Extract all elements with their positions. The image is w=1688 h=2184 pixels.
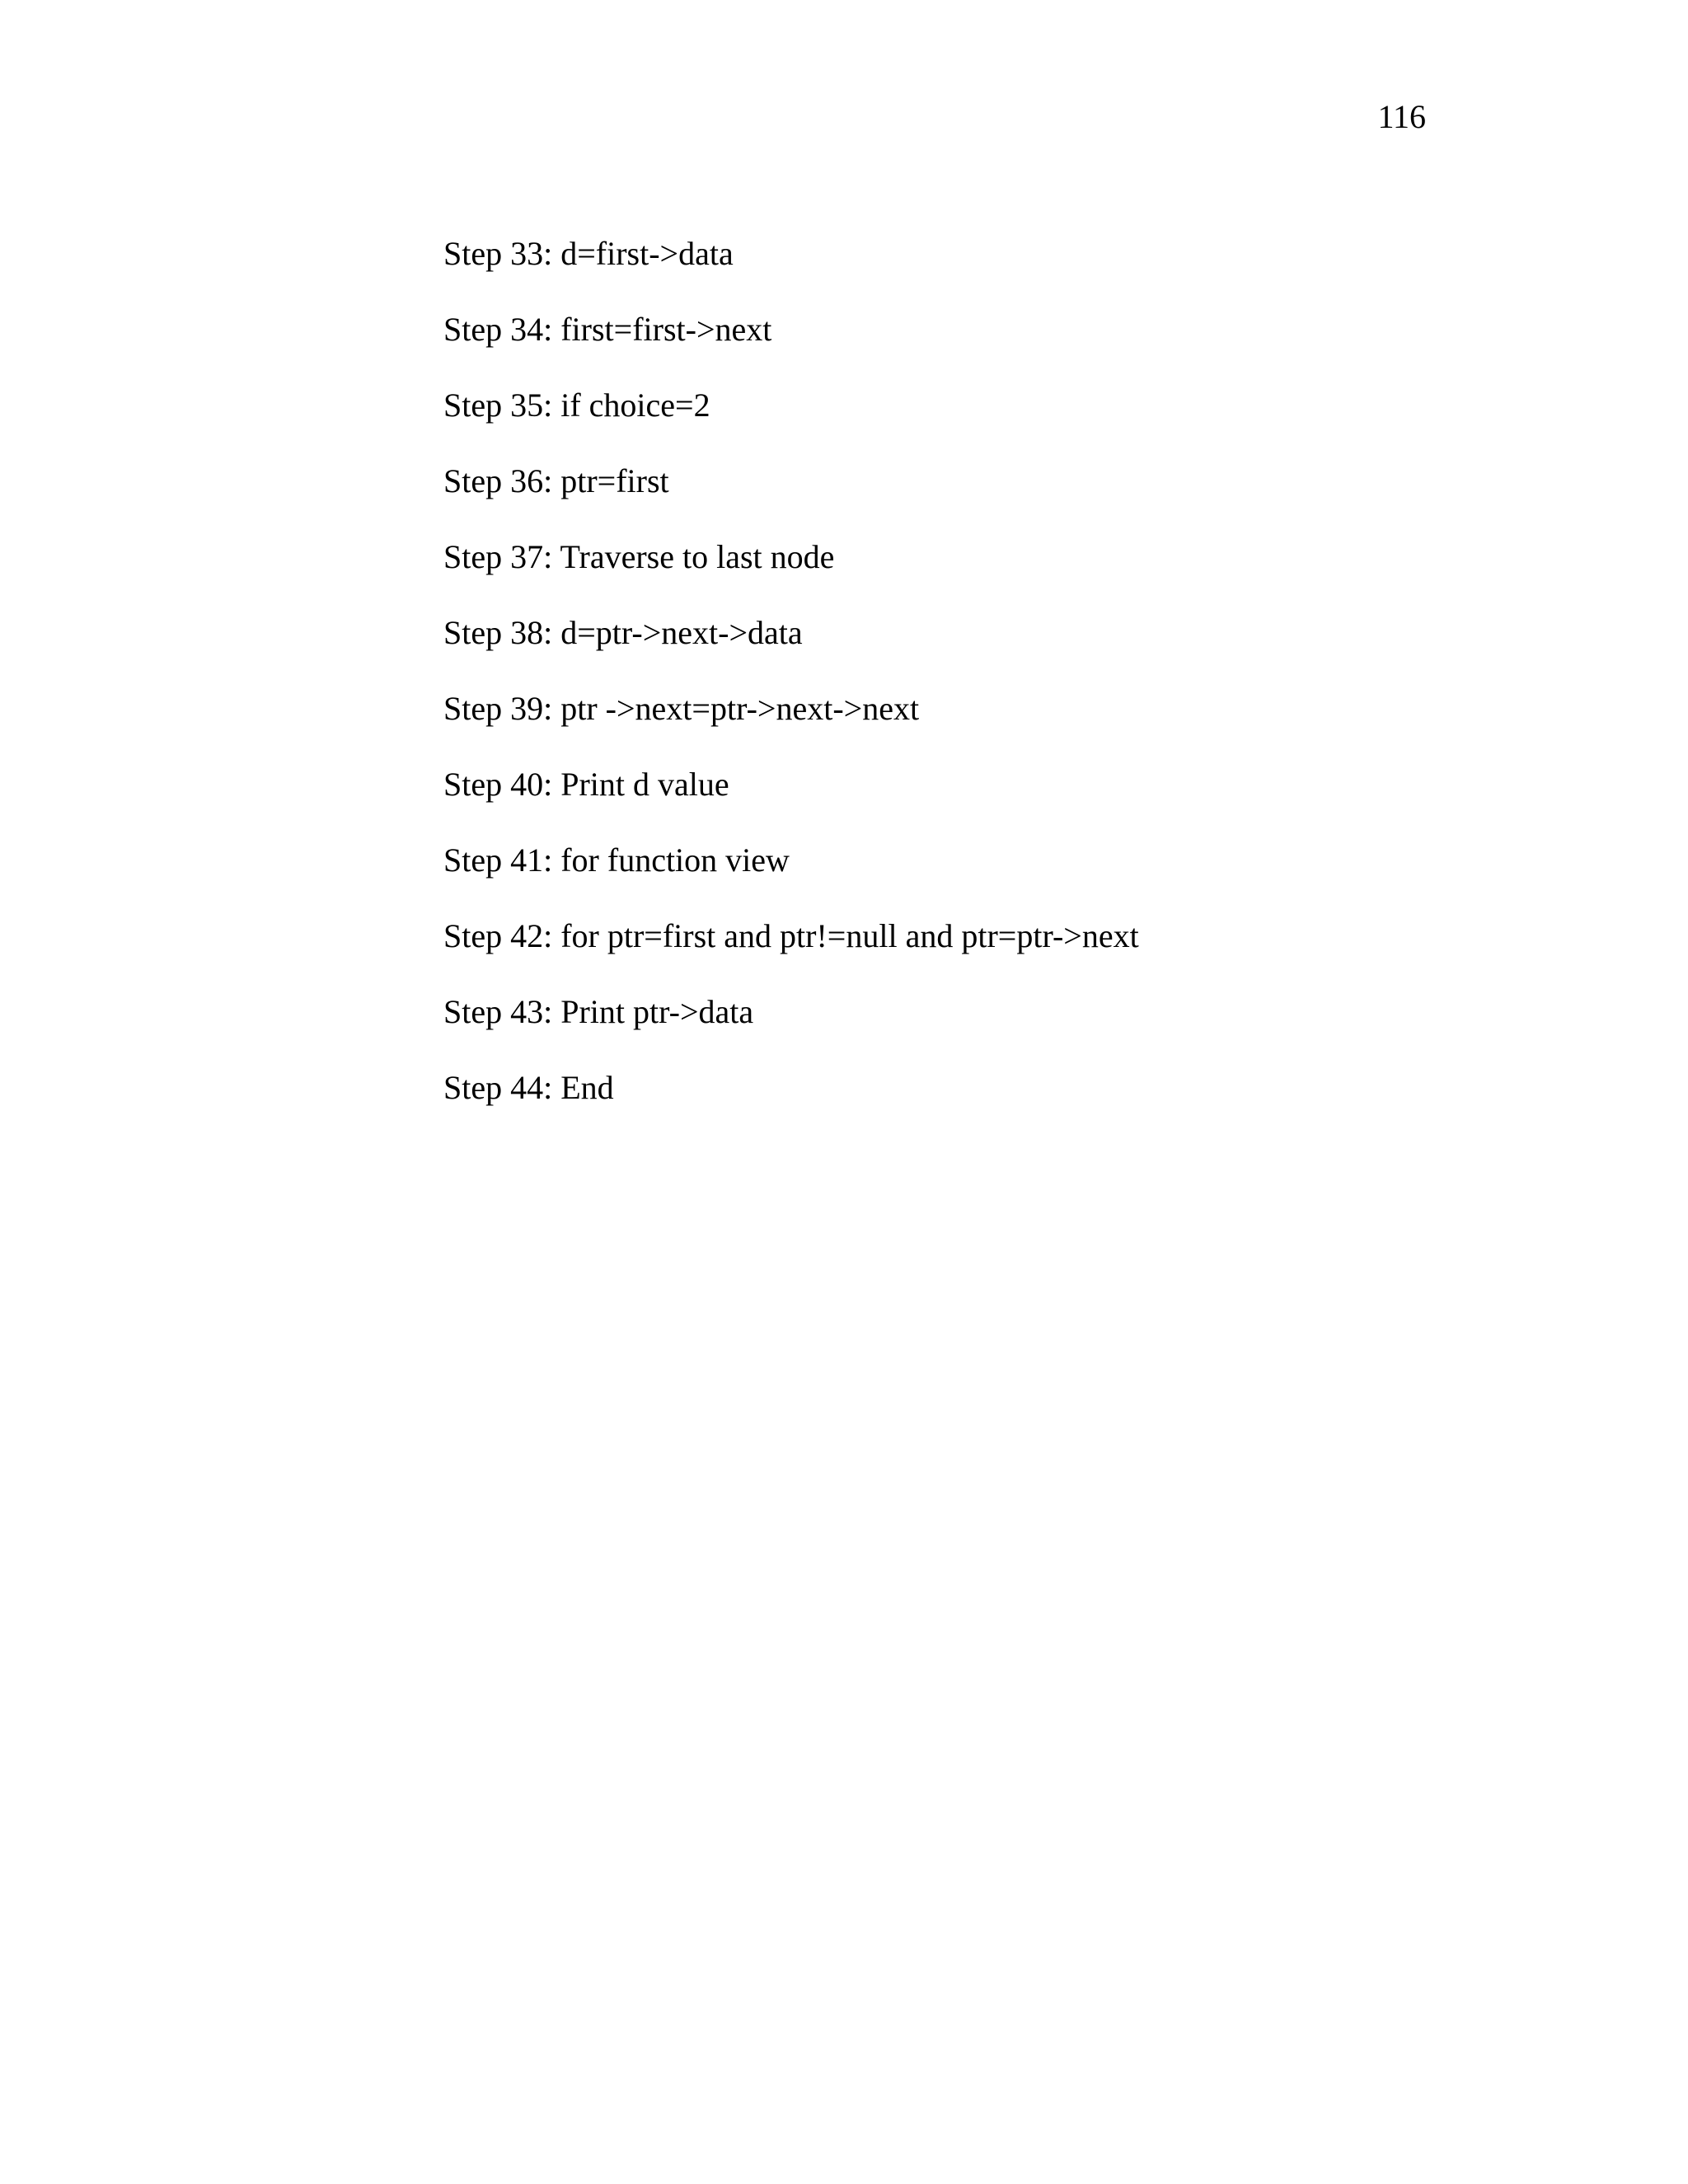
step-line: Step 42: for ptr=first and ptr!=null and ptr=ptr->next bbox=[443, 917, 1139, 954]
page-number: 116 bbox=[1377, 98, 1426, 135]
step-line: Step 39: ptr ->next=ptr->next->next bbox=[443, 690, 920, 727]
step-line: Step 34: first=first->next bbox=[443, 311, 772, 348]
step-line: Step 35: if choice=2 bbox=[443, 387, 710, 424]
step-line: Step 36: ptr=first bbox=[443, 462, 669, 499]
step-line: Step 40: Print d value bbox=[443, 766, 729, 803]
step-line: Step 37: Traverse to last node bbox=[443, 538, 835, 575]
step-line: Step 41: for function view bbox=[443, 841, 790, 879]
step-line: Step 44: End bbox=[443, 1069, 614, 1106]
algorithm-steps bbox=[443, 234, 1139, 1144]
step-line: Step 33: d=first->data bbox=[443, 235, 734, 272]
step-line: Step 38: d=ptr->next->data bbox=[443, 614, 803, 651]
step-line: Step 43: Print ptr->data bbox=[443, 993, 754, 1030]
